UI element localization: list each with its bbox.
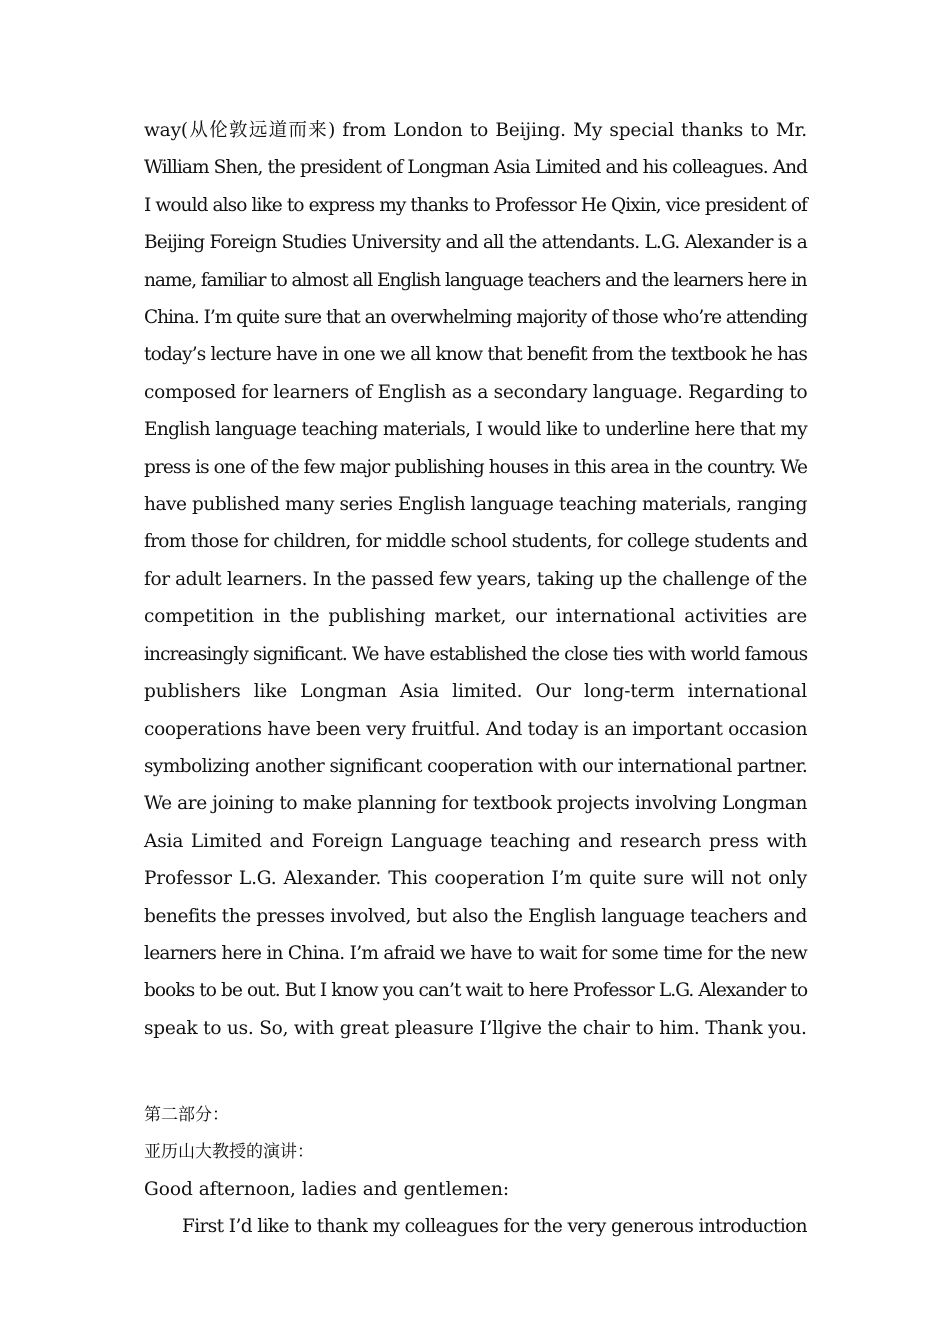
- salutation: Good afternoon, ladies and gentlemen:: [144, 1179, 510, 1201]
- text-line: I would also like to express my thanks to Professor He Qixin, vice president of: [144, 194, 807, 216]
- text-line: We are joining to make planning for textbook projects involving Longman: [144, 793, 807, 815]
- text-line: books to be out. But I know you can’t wait to here Professor L.G. Alexander to: [144, 980, 808, 1002]
- text-line: Asia Limited and Foreign Language teaching and research press with: [144, 830, 807, 852]
- text-line: English language teaching materials, I would like to underline here that my: [144, 419, 807, 441]
- text-line: way(从伦敦远道而来) from London to Beijing. My special thanks to Mr.: [144, 120, 807, 141]
- text-line: Beijing Foreign Studies University and all the attendants. L.G. Alexander is a: [144, 232, 807, 254]
- text-line: learners here in China. I’m afraid we have to wait for some time for the new: [144, 942, 807, 964]
- text-line: China. I’m quite sure that an overwhelming majority of those who’re attending: [144, 307, 807, 329]
- text-line: increasingly significant. We have established the close ties with world famous: [144, 643, 808, 665]
- text-line: speak to us. So, with great pleasure I’llgive the chair to him. Thank you.: [144, 1017, 807, 1039]
- text-line: cooperations have been very fruitful. And today is an important occasion: [144, 718, 808, 740]
- text-line: publishers like Longman Asia limited. Our long-term international: [144, 681, 807, 703]
- speech-paragraph: [144, 112, 807, 1047]
- paragraph-gap: [144, 1047, 807, 1097]
- document-page: [144, 112, 807, 1246]
- section-heading: 第二部分：: [144, 1105, 229, 1126]
- text-line: composed for learners of English as a secondary language. Regarding to: [144, 381, 808, 403]
- text-line: for adult learners. In the passed few years, taking up the challenge of the: [144, 568, 807, 590]
- text-line: First I’d like to thank my colleagues for the very generous introduction: [182, 1216, 807, 1238]
- text-line: today’s lecture have in one we all know that benefit from the textbook he has: [144, 344, 807, 366]
- speech-opening-paragraph: [144, 1208, 807, 1245]
- text-line: Professor L.G. Alexander. This cooperation I’m quite sure will not only: [144, 868, 807, 890]
- speech-subheading: 亚历山大教授的演讲：: [144, 1142, 314, 1163]
- text-line: benefits the presses involved, but also the English language teachers and: [144, 905, 807, 927]
- text-line: William Shen, the president of Longman Asia Limited and his colleagues. And: [144, 157, 808, 179]
- text-line: symbolizing another significant cooperation with our international partner.: [144, 755, 808, 777]
- text-line: name, familiar to almost all English language teachers and the learners here in: [144, 269, 807, 291]
- text-line: press is one of the few major publishing houses in this area in the country. We: [144, 456, 807, 478]
- text-line: from those for children, for middle school students, for college students and: [144, 531, 808, 553]
- text-line: have published many series English language teaching materials, ranging: [144, 494, 807, 516]
- text-line: competition in the publishing market, our international activities are: [144, 606, 807, 628]
